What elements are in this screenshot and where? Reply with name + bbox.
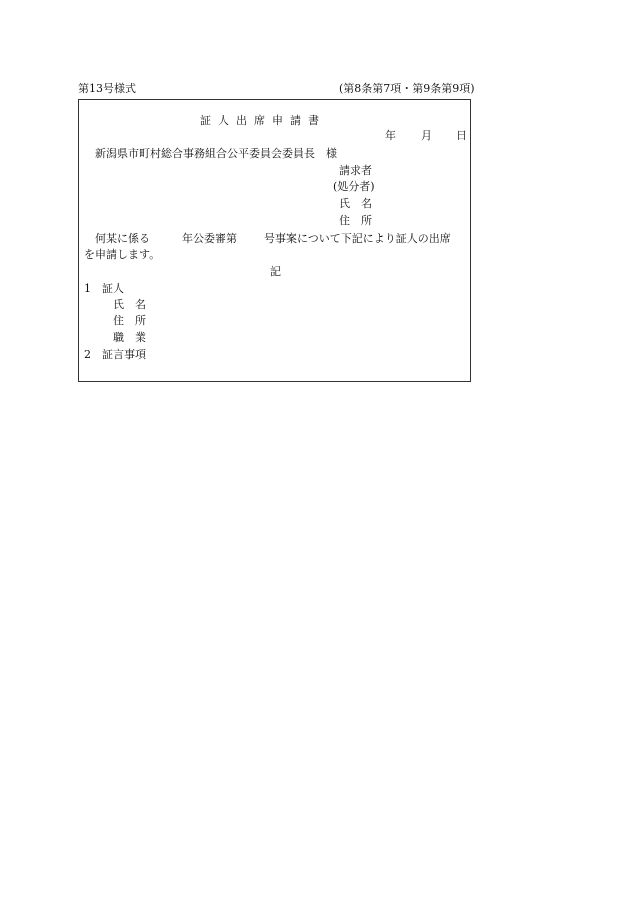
item2-label: 証言事項 [102, 348, 146, 361]
body-text-part3: 号事案について下記により証人の出席 [264, 232, 451, 245]
body-text-part1: 何某に係る [95, 232, 150, 245]
witness-name-label: 氏 名 [113, 298, 146, 311]
item1-number: 1 [84, 282, 91, 295]
date-day-label: 日 [456, 129, 467, 142]
form-number: 第13号様式 [78, 82, 136, 95]
date-year-label: 年 [385, 129, 396, 142]
body-text-line2: を申請します。 [84, 248, 161, 261]
requester-label: 請求者 [339, 164, 372, 177]
item2-number: 2 [84, 348, 91, 361]
date-month-label: 月 [421, 129, 432, 142]
document-title: 証人出席申請書 [200, 114, 326, 127]
requester-name-label: 氏 名 [339, 197, 372, 210]
body-text-part2: 年公委審第 [182, 232, 237, 245]
note-heading: 記 [270, 265, 281, 278]
item1-label: 証人 [102, 282, 124, 295]
requester-address-label: 住 所 [339, 214, 372, 227]
article-reference: (第8条第7項・第9条第9項) [339, 82, 475, 95]
witness-occupation-label: 職 業 [113, 331, 146, 344]
requester-role: (処分者) [333, 180, 375, 193]
witness-address-label: 住 所 [113, 314, 146, 327]
addressee: 新潟県市町村総合事務組合公平委員会委員長 様 [95, 147, 337, 160]
